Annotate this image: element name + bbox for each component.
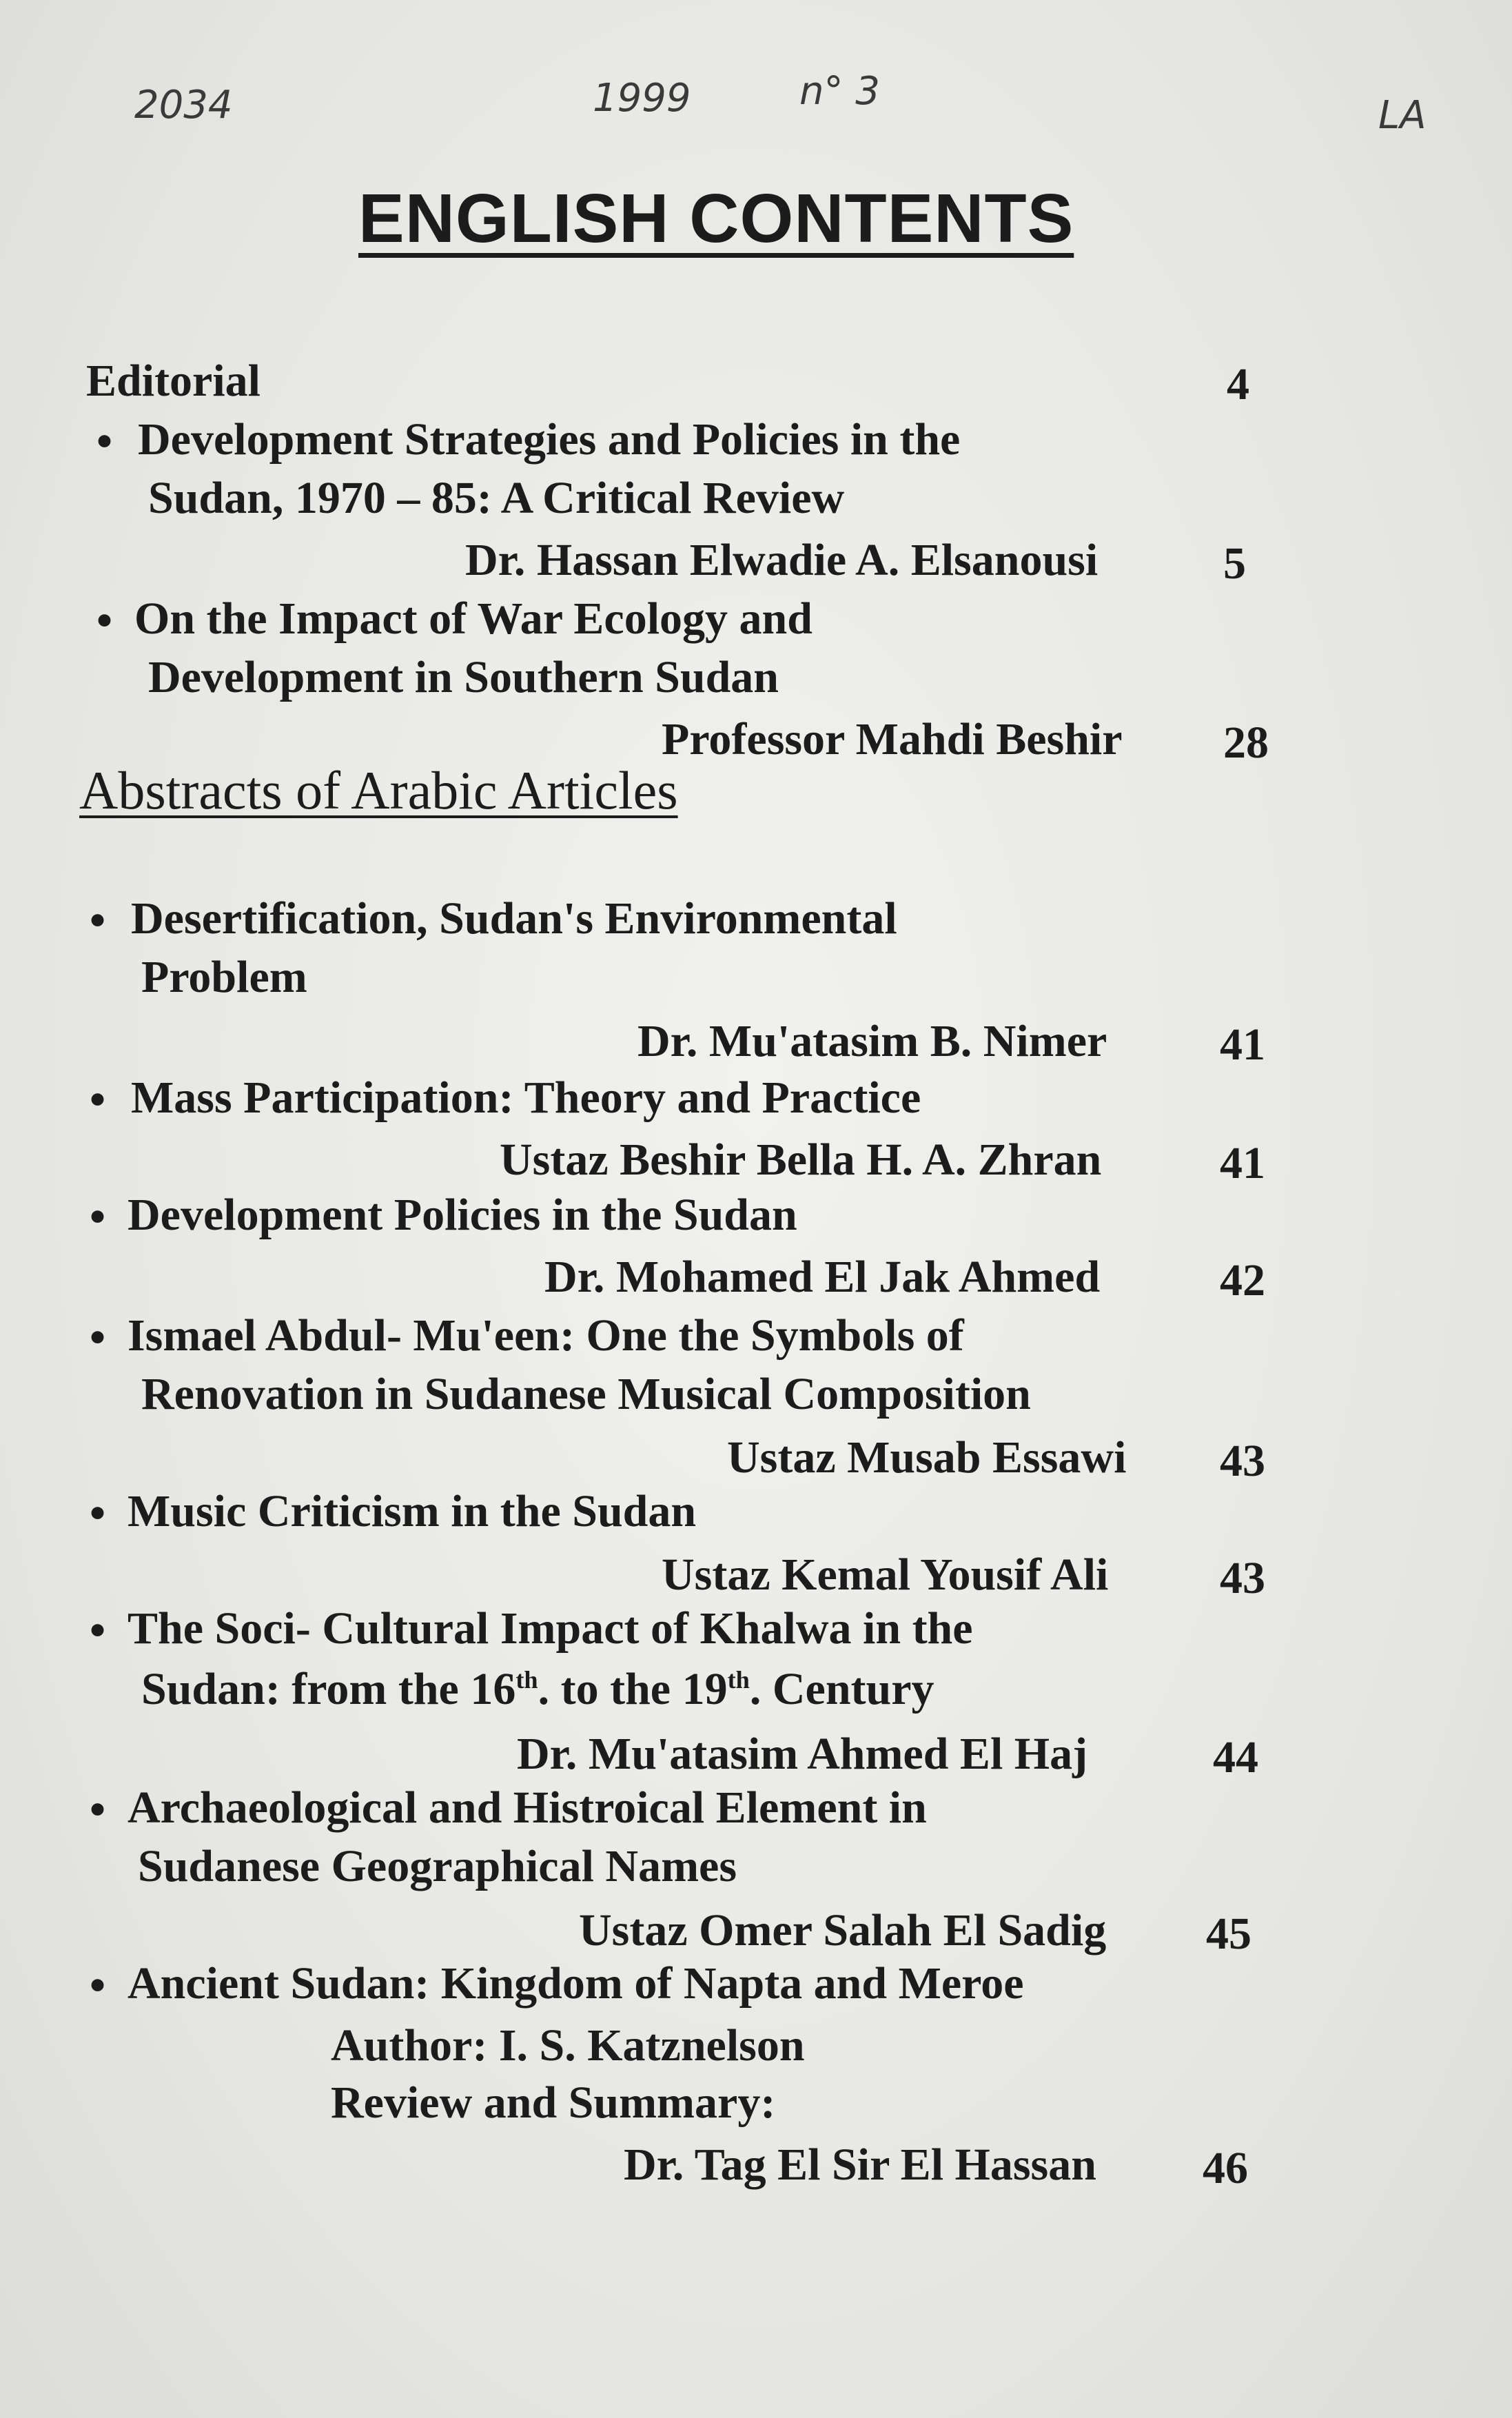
entry-1-title-line2: Sudan, 1970 – 85: A Critical Review [148,473,845,523]
abstract-8-title-line1: Ancient Sudan: Kingdom of Napta and Meroe [127,1958,1024,2009]
abstract-5-page: 43 [1220,1553,1265,1603]
abstract-6-title-suffix: . Century [749,1664,934,1714]
section-heading-abstracts: Abstracts of Arabic Articles [79,760,678,820]
page-title: ENGLISH CONTENTS [358,180,1074,257]
bullet-icon: • [90,1075,106,1125]
abstract-7-title-line2: Sudanese Geographical Names [138,1841,737,1891]
abstract-1-title-line2: Problem [141,952,307,1002]
abstract-8-page: 46 [1203,2143,1248,2193]
abstract-5-title-line1: Music Criticism in the Sudan [127,1486,697,1536]
handwritten-note-right: LA [1378,93,1427,138]
bullet-icon: • [90,1785,106,1835]
abstract-8-author-line: Author: I. S. Katznelson [331,2020,805,2071]
abstract-2-author: Ustaz Beshir Bella H. A. Zhran [500,1135,1102,1185]
abstract-4-title-line2: Renovation in Sudanese Musical Composition [141,1369,1031,1419]
handwritten-note-year: 1999 [593,76,691,121]
bullet-icon: • [90,1488,106,1538]
abstract-6-author: Dr. Mu'atasim Ahmed El Haj [517,1729,1088,1779]
entry-1-title-line1: Development Strategies and Policies in the [138,414,961,465]
abstract-7-author: Ustaz Omer Salah El Sadig [579,1905,1107,1955]
handwritten-note-issue: n° 3 [799,69,880,114]
entry-2-title-line2: Development in Southern Sudan [148,652,779,702]
handwritten-note-left: 2034 [134,83,233,128]
abstract-4-author: Ustaz Musab Essawi [727,1432,1127,1483]
abstract-6-sup-1: th [515,1666,538,1694]
abstract-2-title-line1: Mass Participation: Theory and Practice [131,1073,921,1123]
entry-1-page: 5 [1223,538,1246,589]
entry-2-page: 28 [1223,718,1269,768]
abstract-6-title-line1: The Soci- Cultural Impact of Khalwa in the [127,1603,973,1654]
editorial-label: Editorial [86,356,261,406]
bullet-icon: • [90,1312,106,1363]
abstract-1-title-line1: Desertification, Sudan's Environmental [131,893,897,944]
abstract-5-author: Ustaz Kemal Yousif Ali [662,1550,1109,1600]
bullet-icon: • [90,1605,106,1656]
abstract-6-sup-2: th [727,1666,750,1694]
bullet-icon: • [96,596,113,646]
abstract-6-title-line2 [141,1664,934,1714]
bullet-icon: • [96,416,113,467]
abstract-4-page: 43 [1220,1436,1265,1486]
abstract-1-page: 41 [1220,1019,1265,1070]
abstract-8-author: Dr. Tag El Sir El Hassan [624,2140,1096,2190]
abstract-6-page: 44 [1213,1732,1258,1782]
abstract-7-page: 45 [1206,1909,1252,1959]
bullet-icon: • [90,895,106,946]
abstract-8-review-line: Review and Summary: [331,2077,776,2128]
editorial-page: 4 [1227,359,1249,409]
abstract-7-title-line1: Archaeological and Histroical Element in [127,1782,927,1833]
abstract-3-title-line1: Development Policies in the Sudan [127,1190,797,1240]
entry-2-author: Professor Mahdi Beshir [662,714,1123,764]
abstract-1-author: Dr. Mu'atasim B. Nimer [637,1016,1107,1066]
bullet-icon: • [90,1192,106,1242]
abstract-6-title-prefix: Sudan: from the 16 [141,1664,516,1714]
abstract-3-author: Dr. Mohamed El Jak Ahmed [544,1252,1101,1302]
entry-1-author: Dr. Hassan Elwadie A. Elsanousi [465,535,1099,585]
abstract-4-title-line1: Ismael Abdul- Mu'een: One the Symbols of [127,1310,964,1361]
abstract-2-page: 41 [1220,1138,1265,1188]
abstract-3-page: 42 [1220,1255,1265,1305]
abstract-6-title-mid: . to the 19 [538,1664,728,1714]
bullet-icon: • [90,1960,106,2011]
entry-2-title-line1: On the Impact of War Ecology and [134,593,813,644]
